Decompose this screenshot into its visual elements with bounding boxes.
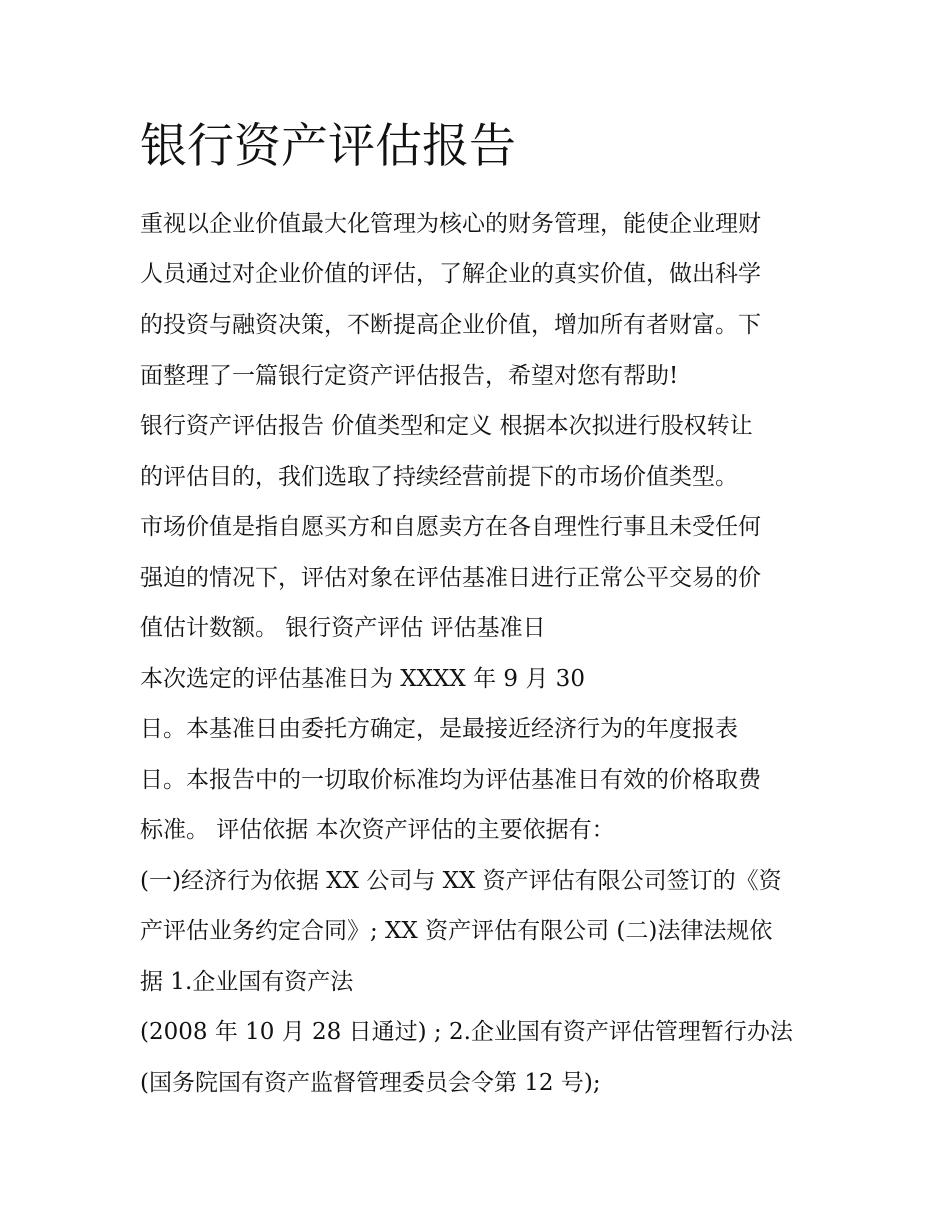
body-line: 本次选定的评估基准日为 XXXX 年 9 月 30 xyxy=(140,666,585,692)
body-line: (国务院国有资产监督管理委员会令第 12 号); xyxy=(140,1070,601,1096)
body-line: (一)经济行为依据 XX 公司与 XX 资产评估有限公司签订的《资 xyxy=(140,868,782,894)
body-line: 的评估目的，我们选取了持续经营前提下的市场价值类型。 xyxy=(140,464,738,490)
body-line: 产评估业务约定合同》; XX 资产评估有限公司 (二)法律法规依 xyxy=(140,918,773,944)
body-line: (2008 年 10 月 28 日通过) ; 2.企业国有资产评估管理暂行办法 xyxy=(140,1019,793,1045)
body-line: 人员通过对企业价值的评估，了解企业的真实价值，做出科学 xyxy=(140,261,761,287)
body-line: 据 1.企业国有资产法 xyxy=(140,969,354,995)
body-line: 的投资与融资决策，不断提高企业价值，增加所有者财富。下 xyxy=(140,312,761,338)
body-line: 值估计数额。 银行资产评估 评估基准日 xyxy=(140,615,546,641)
body-line: 日。本报告中的一切取价标准均为评估基准日有效的价格取费 xyxy=(140,767,761,793)
body-line: 重视以企业价值最大化管理为核心的财务管理，能使企业理财 xyxy=(140,211,761,237)
body-line: 日。本基准日由委托方确定，是最接近经济行为的年度报表 xyxy=(140,716,738,742)
body-line: 银行资产评估报告 价值类型和定义 根据本次拟进行股权转让 xyxy=(140,413,753,439)
document-title: 银行资产评估报告 xyxy=(140,119,516,174)
body-line: 面整理了一篇银行定资产评估报告，希望对您有帮助! xyxy=(140,363,679,389)
body-line: 市场价值是指自愿买方和自愿卖方在各自理性行事且未受任何 xyxy=(140,514,761,540)
body-line: 强迫的情况下，评估对象在评估基准日进行正常公平交易的价 xyxy=(140,565,761,591)
body-line: 标准。 评估依据 本次资产评估的主要依据有： xyxy=(140,817,615,843)
